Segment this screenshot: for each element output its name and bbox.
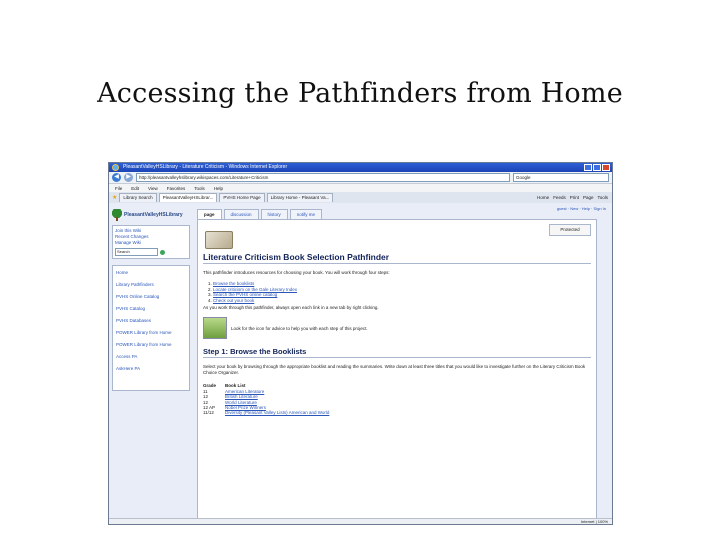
site-logo[interactable] [112,207,190,223]
steps-list [213,281,591,303]
window-title: PleasantValleyHSLibrary - Literature Criticism - Windows Internet Explorer [123,164,288,170]
wiki-page-tabs [197,209,322,219]
back-button[interactable]: ◀ [112,173,121,182]
step-link[interactable]: Browse the booklists [213,281,255,286]
step1-text: Select your book by browsing through the appropriate booklist and reading the summaries. Write down at least three titles that you would like to investigate further on the Literary Criticism Book Choice Organizer. [203,364,586,376]
url-field[interactable]: http://pleasantvalleyhslibrary.wikispaces.com/Literature+Criticism [136,173,510,182]
booklist-link[interactable]: Nobel Prize Winners [225,405,267,410]
search-input[interactable]: Google [513,173,609,182]
step-link[interactable]: Search the PVHS online catalog [213,292,278,298]
browser-tab[interactable]: PVHS Home Page [219,193,264,202]
recent-changes-link[interactable]: Recent Changes [115,234,149,239]
wiki-search-input[interactable]: Search [115,248,158,256]
booklist-header: Book List [225,383,246,389]
wiki-sidebar [112,207,190,391]
menu-favorites[interactable]: Favorites [166,185,186,191]
page-title: Literature Criticism Book Selection Pathfinder [203,252,591,264]
maximize-button[interactable] [593,164,601,171]
forward-button[interactable]: ▶ [124,173,133,182]
tab-page[interactable]: page [197,209,222,219]
booklist-link[interactable]: Diversity (Pleasant Valley Lists) American and World [225,410,330,416]
step1-heading: Step 1: Browse the Booklists [203,347,591,358]
user-links[interactable]: guest · New · Help · Sign In [556,206,606,211]
menu-help[interactable]: Help [213,185,224,191]
site-name: PleasantValleyHSLibrary [124,212,183,218]
nav-link[interactable]: PVHS Online Catalog [116,294,160,299]
page-menu-button[interactable]: Page [582,195,594,200]
tab-discussion[interactable]: discussion [224,209,259,219]
booklist-link[interactable]: World Literature [225,399,257,405]
join-wiki-link[interactable]: Join this Wiki [115,228,142,233]
nav-link[interactable]: Home [116,270,129,275]
nav-link[interactable]: POWER Library from Home [116,330,172,335]
grade-cell: 11 [203,388,208,394]
print-button[interactable]: Print [569,195,579,200]
menu-tools[interactable]: Tools [194,185,205,191]
close-button[interactable] [602,164,610,171]
search-go-icon[interactable] [160,250,165,255]
browser-tab[interactable]: Library Search [119,193,156,202]
protected-badge: Protected [549,224,591,236]
feeds-button[interactable]: Feeds [553,195,566,200]
home-button[interactable]: Home [537,195,550,200]
manage-wiki-link[interactable]: Manage Wiki [115,240,142,245]
nav-link[interactable]: PVHS Catalog [116,306,146,311]
wiki-navigation [112,265,190,391]
step-link[interactable]: Locate criticism on the Gale Literary Index [213,286,298,292]
window-titlebar [109,163,612,172]
grade-cell: 12 [203,394,209,400]
grade-cell: 12 [203,399,209,405]
grade-cell: 12 AP [203,405,216,410]
wiki-toolbox [112,225,190,259]
note-text: As you work through this pathfinder, always open each link in a new tab by right clicking. [203,305,379,311]
command-bar [537,195,612,200]
wiki-page [109,203,612,524]
step-link[interactable]: Check out your book [213,297,255,303]
booklist-link[interactable]: American Literature [225,388,265,394]
browser-tab-active[interactable]: PleasantValleyHSLibrar... [159,193,218,202]
table-row [203,410,591,415]
grade-cell: 11/12 [203,410,214,416]
nav-link[interactable]: POWER Library from Home [116,342,172,347]
minimize-button[interactable] [584,164,592,171]
wiki-article [197,219,597,524]
booklist-link[interactable]: British Literature [225,394,258,400]
menu-bar [109,184,612,192]
tip-box [203,317,591,339]
grade-header: Grade [203,383,217,389]
menu-edit[interactable]: Edit [131,185,140,191]
menu-view[interactable]: View [148,185,158,191]
booklist-table [203,383,591,415]
favorites-star-icon[interactable]: ★ [112,195,118,201]
status-bar: Internet | 100% [109,518,612,524]
tools-menu-button[interactable]: Tools [597,195,608,200]
slide-title: Accessing the Pathfinders from Home [97,78,623,109]
tree-logo-icon [112,209,122,221]
tab-notify-me[interactable]: notify me [290,209,322,219]
menu-file[interactable]: File [115,185,123,191]
intro-text: This pathfinder introduces resources for choosing your book. You will work through four steps: [203,270,390,275]
address-bar [109,172,612,184]
nav-link[interactable]: AskHere PA [116,366,141,371]
tip-icon [203,317,227,339]
browser-tab[interactable]: Library Home - Pleasant Va... [267,193,334,202]
ie-logo-icon [112,164,119,171]
nav-link[interactable]: PVHS Databases [116,318,152,323]
tip-text: Look for the icon for advice to help you with each step of this project. [231,325,368,331]
tab-history[interactable]: history [261,209,288,219]
nav-link[interactable]: Library Pathfinders [116,282,154,287]
browser-screenshot [108,162,613,525]
nav-link[interactable]: Access PA [116,354,138,359]
open-book-icon [205,231,233,249]
